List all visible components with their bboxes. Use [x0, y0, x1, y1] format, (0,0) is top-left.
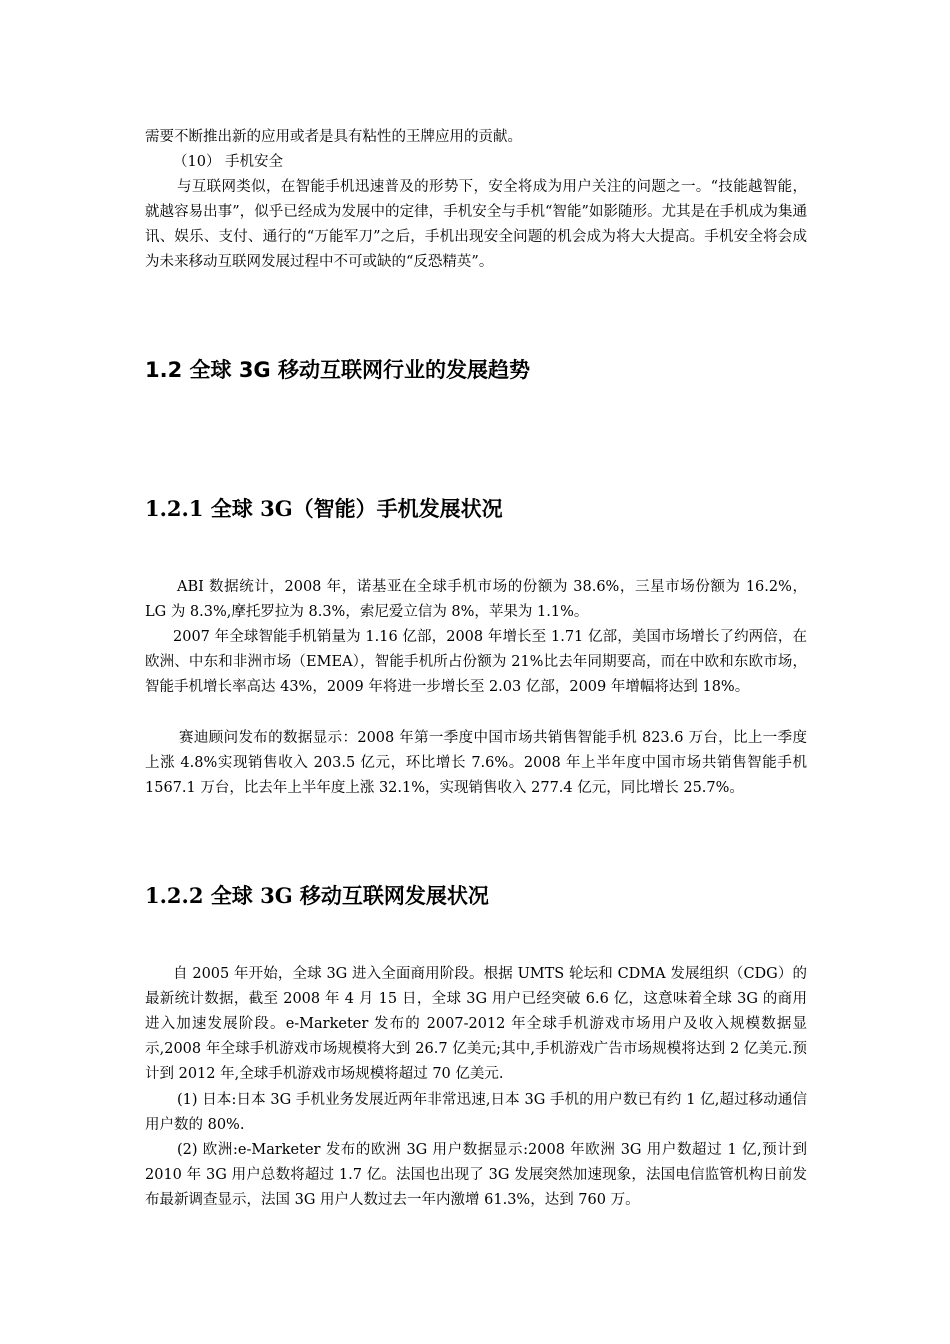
paragraph-security: 与互联网类似，在智能手机迅速普及的形势下，安全将成为用户关注的问题之一。“技能越智能，就越容易出事”，似乎已经成为发展中的定律，手机安全与手机“智能”如影随形。尤其是在手机成为集通讯、娱乐、支付、通行的“万能军刀”之后，手机出现安全问题的机会成为将大大提高。手机安全将会成为未来移动互联网发展过程中不可或缺的“反恐精英”。 [145, 179, 807, 270]
list-item-mobile-security: （10） 手机安全 [173, 154, 284, 170]
paragraph-europe: (2) 欧洲:e-Marketer 发布的欧洲 3G 用户数据显示:2008 年欧洲 3G 用户数超过 1 亿,预计到 2010 年 3G 用户总数将超过 1.7 亿。法国也出现了 3G 发展突然加速现象，法国电信监管机构日前发布最新调查显示，法国 3G 用户人数过去一年内激增 61.3%，达到 760 万。 [145, 1142, 807, 1208]
paragraph-japan: (1) 日本:日本 3G 手机业务发展近两年非常迅速,日本 3G 手机的用户数已有约 1 亿,超过移动通信用户数的 80%. [145, 1092, 807, 1133]
paragraph-intro: 需要不断推出新的应用或者是具有粘性的王牌应用的贡献。 [145, 129, 522, 145]
paragraph-smartphone-sales: 2007 年全球智能手机销量为 1.16 亿部，2008 年增长至 1.71 亿部，美国市场增长了约两倍，在欧洲、中东和非洲市场（EMEA），智能手机所占份额为 21%比去年同期要高，而在中欧和东欧市场，智能手机增长率高达 43%，2009 年将进一步增长至 2.03 亿部，2009 年增幅将达到 18%。 [145, 629, 807, 695]
paragraph-ccid-data: 赛迪顾问发布的数据显示：2008 年第一季度中国市场共销售智能手机 823.6 万台，比上一季度上涨 4.8%实现销售收入 203.5 亿元，环比增长 7.6%。2008 年上半年度中国市场共销售智能手机 1567.1 万台，比去年上半年度上涨 32.1%，实现销售收入 277.4 亿元，同比增长 25.7%。 [145, 730, 807, 796]
paragraph-abi-stats: ABI 数据统计，2008 年，诺基亚在全球手机市场的份额为 38.6%，三星市场份额为 16.2%，LG 为 8.3%,摩托罗拉为 8.3%，索尼爱立信为 8%，苹果为 1.1%。 [145, 579, 807, 620]
section-heading-1-2-2: 1.2.2 全球 3G 移动互联网发展状况 [145, 883, 489, 908]
paragraph-3g-commercial: 自 2005 年开始，全球 3G 进入全面商用阶段。根据 UMTS 轮坛和 CDMA 发展组织（CDG）的最新统计数据，截至 2008 年 4 月 15 日，全球 3G 用户已经突破 6.6 亿，这意味着全球 3G 的商用进入加速发展阶段。e-Marketer 发布的 2007-2012 年全球手机游戏市场用户及收入规模数据显示,2008 年全球手机游戏市场规模将大到 26.7 亿美元;其中,手机游戏广告市场规模将达到 2 亿美元.预计到 2012 年,全球手机游戏市场规模将超过 70 亿美元. [145, 966, 807, 1082]
section-heading-1-2: 1.2 全球 3G 移动互联网行业的发展趋势 [145, 358, 530, 382]
section-heading-1-2-1: 1.2.1 全球 3G（智能）手机发展状况 [145, 496, 503, 521]
